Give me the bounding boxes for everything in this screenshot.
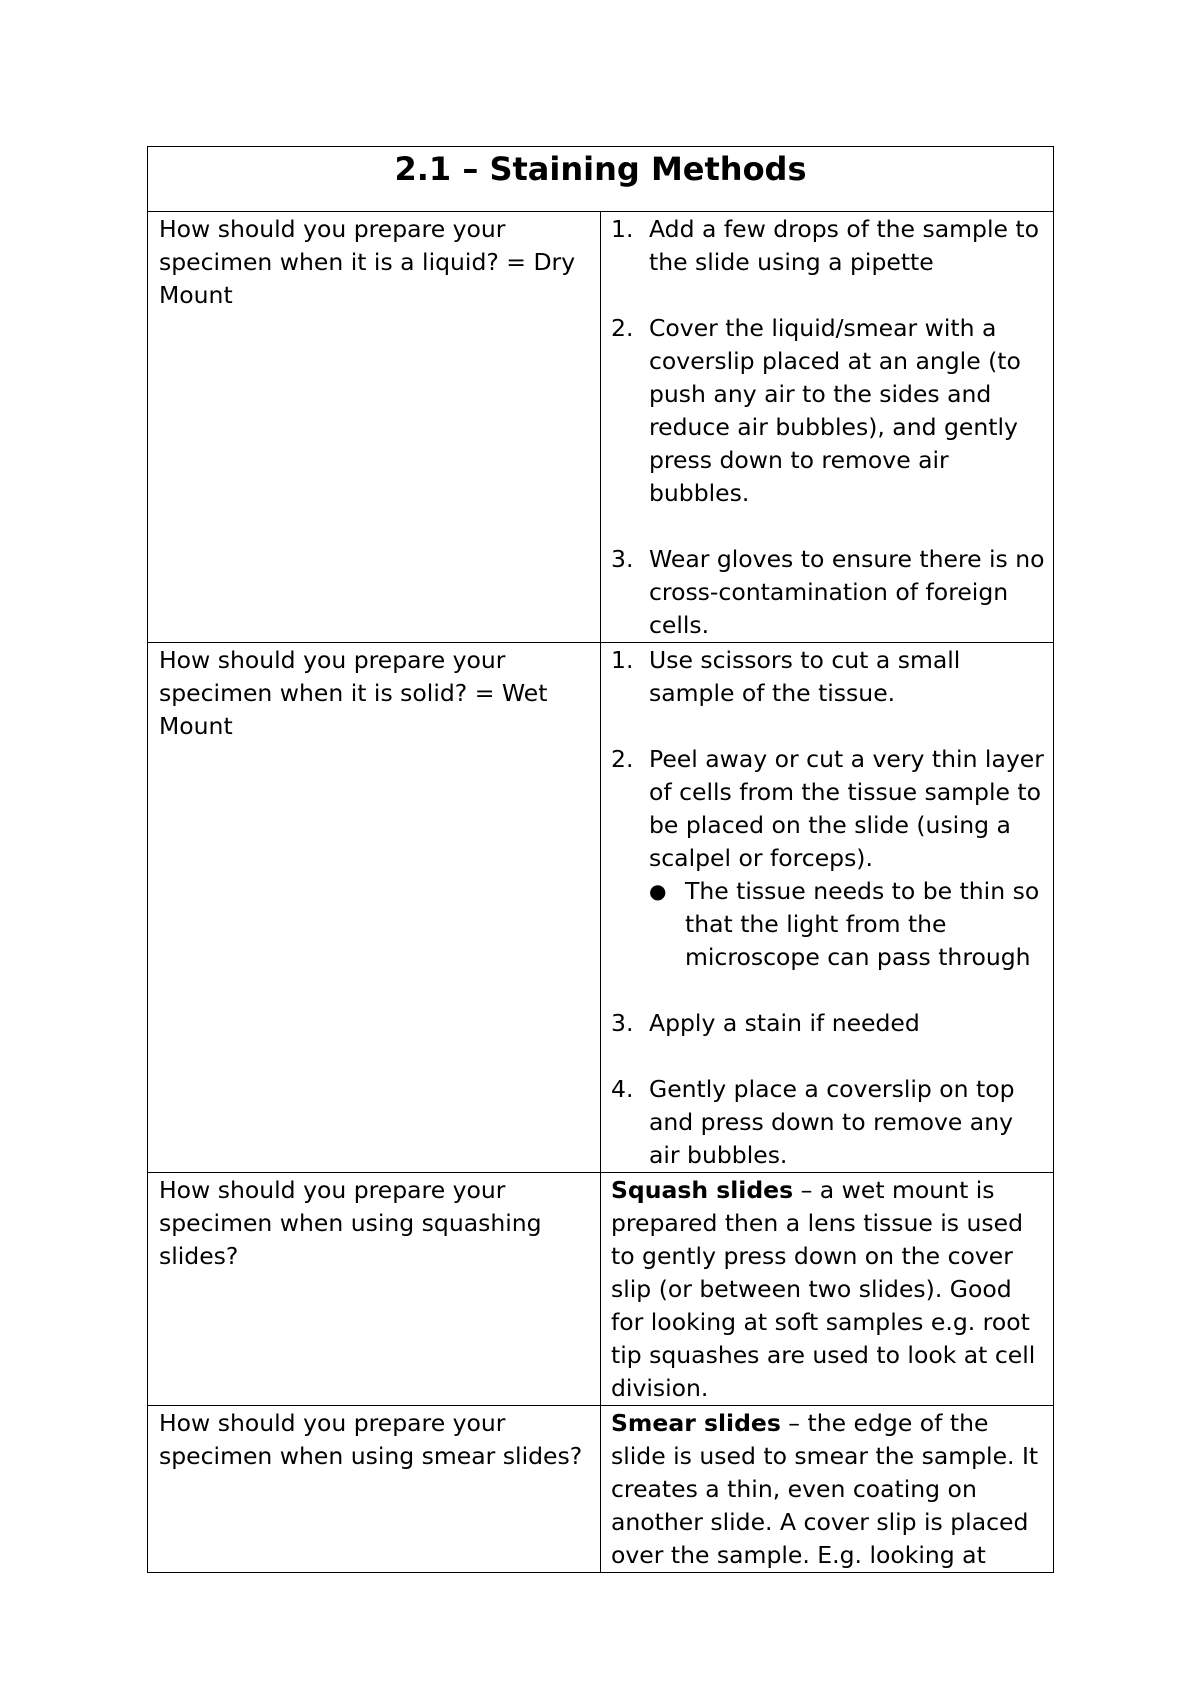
- step-text: Gently place a coverslip on top and press down to remove any air bubbles.: [649, 1075, 1015, 1169]
- step-text: Peel away or cut a very thin layer of cells from the tissue sample to be placed on the slide (using a scalpel or forceps).: [649, 745, 1044, 872]
- question-text: How should you prepare your specimen when it is solid? = Wet Mount: [159, 646, 548, 740]
- table-row-solid: [148, 643, 1054, 1173]
- question-text: How should you prepare your specimen when it is a liquid? = Dry Mount: [159, 215, 576, 309]
- title-row: [148, 147, 1054, 212]
- steps-list: [611, 644, 1047, 1172]
- step-text: Cover the liquid/smear with a coverslip placed at an angle (to push any air to the sides and reduce air bubbles), and gently press down to remove air bubbles.: [649, 314, 1021, 507]
- bullet-list: [649, 875, 1047, 974]
- question-cell: [148, 643, 601, 1173]
- question-text: How should you prepare your specimen when using squashing slides?: [159, 1176, 542, 1270]
- step-text: Apply a stain if needed: [649, 1009, 920, 1037]
- step-number: 4.: [611, 1075, 634, 1103]
- answer-text: [611, 1407, 1047, 1572]
- question-cell: [148, 212, 601, 643]
- table-row-smear: [148, 1406, 1054, 1573]
- step-number: 1.: [611, 215, 634, 243]
- answer-cell: [601, 212, 1054, 643]
- step-text: Add a few drops of the sample to the slide using a pipette: [649, 215, 1039, 276]
- step-item: [611, 644, 1047, 710]
- bullet-text: The tissue needs to be thin so that the light from the microscope can pass through: [685, 877, 1040, 971]
- step-item: [611, 213, 1047, 279]
- answer-text: [611, 1174, 1047, 1405]
- answer-cell: [601, 643, 1054, 1173]
- question-cell: [148, 1173, 601, 1406]
- step-item: [611, 1007, 1047, 1040]
- step-number: 3.: [611, 545, 634, 573]
- staining-methods-table: [147, 146, 1054, 1573]
- step-item: [611, 312, 1047, 510]
- step-body: [649, 743, 1047, 974]
- answer-description: – a wet mount is prepared then a lens tissue is used to gently press down on the cover slip (or between two slides). Good for looking at soft samples e.g. root tip squashes are used to look at cell division.: [611, 1176, 1036, 1402]
- page-title: 2.1 – Staining Methods: [394, 150, 807, 188]
- step-number: 2.: [611, 745, 634, 773]
- answer-cell: [601, 1406, 1054, 1573]
- bullet-icon: ●: [649, 879, 667, 903]
- step-number: 2.: [611, 314, 634, 342]
- bullet-item: [649, 875, 1047, 974]
- title-cell: [148, 147, 1054, 212]
- step-text: Wear gloves to ensure there is no cross-contamination of foreign cells.: [649, 545, 1045, 639]
- table-row-liquid: [148, 212, 1054, 643]
- answer-description: – the edge of the slide is used to smear the sample. It creates a thin, even coating on another slide. A cover slip is placed over the sample. E.g. looking at: [611, 1409, 1039, 1569]
- question-text: How should you prepare your specimen when using smear slides?: [159, 1409, 583, 1470]
- question-cell: [148, 1406, 601, 1573]
- answer-cell: [601, 1173, 1054, 1406]
- answer-term: Smear slides: [611, 1409, 781, 1437]
- step-number: 1.: [611, 646, 634, 674]
- steps-list: [611, 213, 1047, 642]
- step-item: [611, 743, 1047, 974]
- answer-term: Squash slides: [611, 1176, 794, 1204]
- table-row-squash: [148, 1173, 1054, 1406]
- step-number: 3.: [611, 1009, 634, 1037]
- step-item: [611, 1073, 1047, 1172]
- step-text: Use scissors to cut a small sample of the tissue.: [649, 646, 961, 707]
- step-item: [611, 543, 1047, 642]
